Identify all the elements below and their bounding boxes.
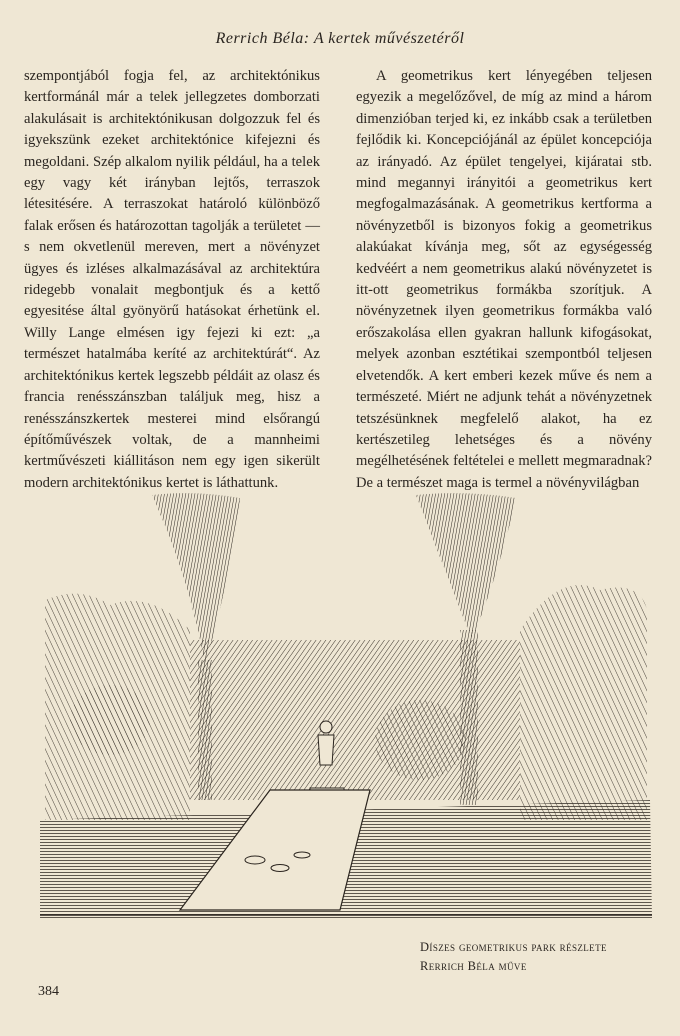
left-tree-trunk (198, 660, 212, 800)
statue-head (320, 721, 332, 733)
garden-drawing (40, 490, 652, 926)
round-bush (375, 700, 465, 780)
left-column-text: szempontjából fogja fel, az architektónikus kertformánál már a telek jellegzetes domborzati alakulásait is architektónikusan dolgozzuk fel és igyekszünk ezeket architektónice kifejezni és megoldani. Szép alkalom nyilik például, ha a telek egy vagy két irányban lejtős, terraszok létesitésére. A terraszokat határoló különböző falak erősen és határozottan tagolják a területet — s nem okvetlenül mereven, mert a növényzet ügyes és izléses alkalmazásával az architektúra ridegebb vonalait megbontjuk és a kettő egyesitése által gyönyörű hatásokat érhetünk el. Willy Lange elmésen igy fejezi ki ezt: „a természet hatalmába keríté az architektúrát“. Az architektónikus kertek legszebb példáit az olasz és francia renésszánszban találjuk meg, hisz a renésszánszkertek mesterei mind elsőrangú építőművészek voltak, de a mannheimi kertművészeti kiállitáson nem egy igen sikerült modern architektónikus kertet is láthattunk. (24, 68, 320, 491)
left-column (24, 66, 320, 494)
caption-line-2: Rerrich Béla műve (420, 959, 527, 973)
figure-caption (420, 938, 665, 976)
caption-line-1: Díszes geometrikus park részlete (420, 940, 607, 954)
garden-illustration (40, 490, 652, 926)
right-shrubbery (520, 585, 647, 820)
running-head: Rerrich Béla: A kertek művészetéről (215, 30, 465, 47)
right-tree-trunk (460, 630, 478, 805)
right-column (356, 66, 652, 494)
round-bush-left (70, 685, 150, 755)
right-column-text: A geometrikus kert lényegében teljesen egyezik a megelőzővel, de míg az mind a három dimenzióban terjed ki, ez inkább csak a területben fejlődik ki. Koncepciójánál az épület koncepciója az irányadó. Az épület tengelyei, kijáratai stb. mind megannyi irányitói a geometrikus kert megfogalmazásának. A geometrikus kertforma a növényzetből is bizonyos fokig a geometrikus alakúakat kívánja meg, sőt az egységesség kedvéért a nem geometrikus alakú növényzetet is itt-ott geometrikus formákba szorítjuk. A növényzetnek ilyen geometrikus formákba való erőszakolása ellen gyakran hallunk kifogásokat, melyek azonban esztétikai szempontból teljesen elvetendők. A kert emberi kezek műve és nem a természeté. Miért ne adjunk tehát a növényzetnek tetszésünknek megfelelő alakot, ha ez kertészetileg lehetséges és a növény megélhetésének feltételei e mellett megmaradnak? De a természet maga is termel a növényvilágban (356, 68, 652, 491)
right-conical-tree (416, 493, 516, 640)
page-number: 384 (38, 984, 59, 999)
statue-body (318, 735, 334, 765)
